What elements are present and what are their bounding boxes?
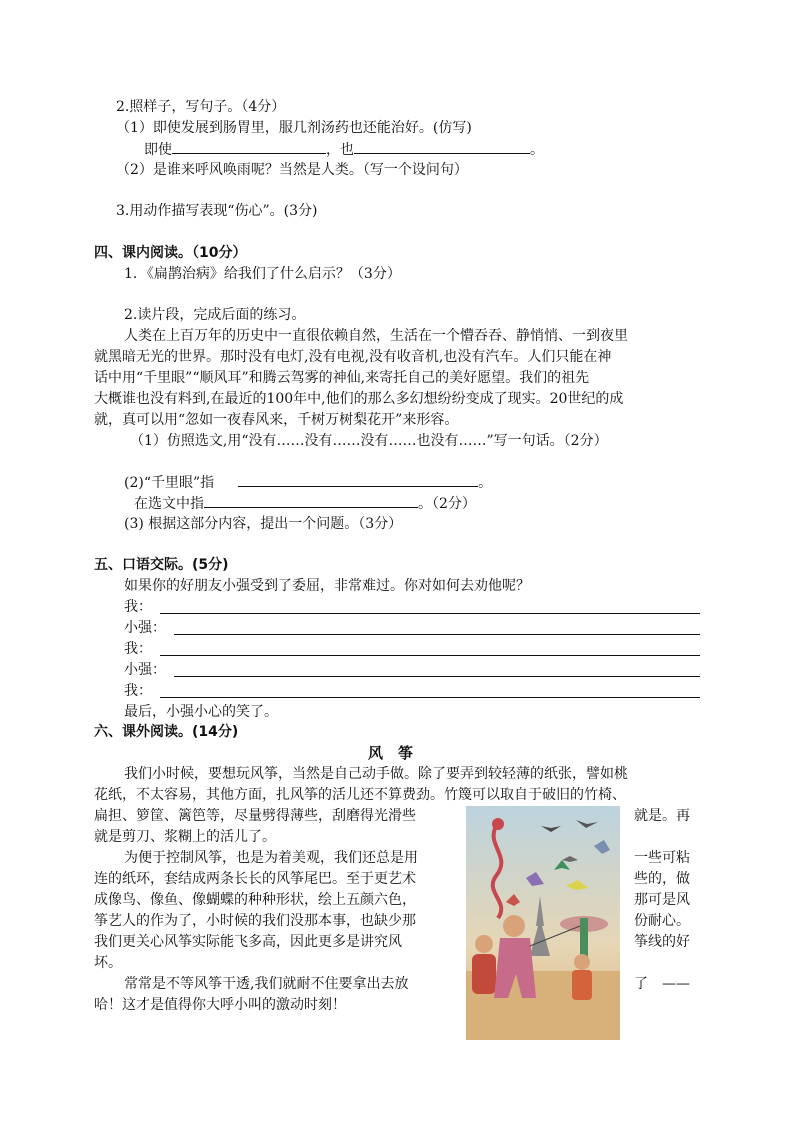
passage-line: 人类在上百万年的历史中一直很依赖自然，生活在一个懵吞吞、静悄悄、一到夜里 xyxy=(124,328,628,344)
dialog-speaker: 我： xyxy=(124,599,152,615)
dialog-speaker: 小强： xyxy=(124,620,166,636)
answer-line[interactable] xyxy=(160,655,700,656)
q2-item2: （2）是谁来呼风唤雨呢？当然是人类。（写一个设问句） xyxy=(116,162,468,178)
passage-line: 话中用“千里眼”“顺风耳”和腾云驾雾的神仙,来寄托自己的美好愿望。我们的祖先 xyxy=(94,370,590,386)
answer-line[interactable] xyxy=(160,697,700,698)
sub2a-end: 。 xyxy=(478,475,493,491)
article-line: 哈！这才是值得你大呼小叫的激动时刻！ xyxy=(94,997,346,1013)
q3-title: 3.用动作描写表现“伤心”。(3分) xyxy=(116,203,318,219)
section4-sub2b xyxy=(134,493,476,514)
article-line: 了 —— xyxy=(634,976,690,992)
section4-q2: 2.读片段，完成后面的练习。 xyxy=(124,307,306,323)
answer-blank[interactable] xyxy=(172,139,326,154)
section4-heading: 四、课内阅读。（10分） xyxy=(94,245,247,261)
answer-blank[interactable] xyxy=(238,472,478,487)
q2-item1-answer xyxy=(144,139,544,160)
kid-head xyxy=(574,954,590,970)
dragon-kite-head xyxy=(492,818,504,830)
boy-head xyxy=(503,915,525,937)
section4-sub2a xyxy=(124,472,492,493)
article-line: 连的纸环，套结成两条长长的风筝尾巴。至于更艺术 xyxy=(94,871,416,887)
answer-blank[interactable] xyxy=(204,493,418,508)
kite-illustration xyxy=(466,806,620,1040)
section6-heading: 六、课外阅读。(14分) xyxy=(94,724,239,740)
article-line: 扁担、箩筐、篱笆等，尽量劈得薄些，刮磨得光滑些 xyxy=(94,808,416,824)
dialog-speaker: 我： xyxy=(124,683,152,699)
kid-body xyxy=(572,970,592,1000)
sub2b-label: 在选文中指 xyxy=(134,496,204,512)
article-line: 筝艺人的作为了，小时候的我们没那本事，也缺少那 xyxy=(94,913,416,929)
article-line: 份耐心。 xyxy=(634,913,690,929)
article-line: 我们更关心风筝实际能飞多高，因此更多是讲究风 xyxy=(94,934,402,950)
article-line: 就是剪刀、浆糊上的活儿了。 xyxy=(94,829,276,845)
q2-item1-mid: ，也 xyxy=(326,142,354,158)
section4-sub1: （1）仿照选文,用“没有……没有……没有……也没有……”写一句话。（2分） xyxy=(130,433,608,449)
answer-line[interactable] xyxy=(174,634,700,635)
article-line: 为便于控制风筝，也是为着美观，我们还总是用 xyxy=(124,850,418,866)
q2-item1-prefix: 即使 xyxy=(144,142,172,158)
q2-item1: （1）即使发展到肠胃里，服几剂汤药也还能治好。(仿写) xyxy=(116,120,472,136)
article-title: 风 筝 xyxy=(368,744,414,762)
child-body xyxy=(472,954,496,994)
section5-prompt: 如果你的好朋友小强受到了委屈，非常难过。你对如何去劝他呢？ xyxy=(124,578,530,594)
sub2a-label: (2)“千里眼”指 xyxy=(124,475,215,491)
passage-line: 就黑暗无光的世界。那时没有电灯,没有电视,没有收音机,也没有汽车。人们只能在神 xyxy=(94,349,612,365)
answer-line[interactable] xyxy=(174,676,700,677)
article-line: 那可是风 xyxy=(634,892,690,908)
sub2b-end: 。（2分） xyxy=(418,496,476,512)
dragonfly-kite-body xyxy=(580,918,588,958)
answer-blank[interactable] xyxy=(354,139,530,154)
article-line: 一些可粘 xyxy=(634,850,690,866)
passage-line: 大概谁也没有料到,在最近的100年中,他们的那么多幻想纷纷变成了现实。20世纪的成 xyxy=(94,391,624,407)
answer-line[interactable] xyxy=(160,613,700,614)
article-line: 花纸，不太容易，其他方面，扎风筝的活儿还不算费劲。竹篾可以取自于破旧的竹椅、 xyxy=(94,787,626,803)
article-line: 成像鸟、像鱼、像蝴蝶的种种形状，绘上五颜六色， xyxy=(94,892,416,908)
passage-line: 就，真可以用“忽如一夜春风来，千树万树梨花开”来形容。 xyxy=(94,412,459,428)
article-line: 筝线的好 xyxy=(634,934,690,950)
article-line: 坏。 xyxy=(94,955,122,971)
section4-sub3: (3) 根据这部分内容，提出一个问题。（3分） xyxy=(124,516,403,532)
article-line: 就是。再 xyxy=(634,808,690,824)
section5-heading: 五、口语交际。(5分) xyxy=(94,557,229,573)
article-line: 常常是不等风筝干透,我们就耐不住要拿出去放 xyxy=(124,976,409,992)
article-line: 些的，做 xyxy=(634,871,690,887)
section5-ending: 最后，小强小心的笑了。 xyxy=(124,704,278,720)
dialog-speaker: 我： xyxy=(124,641,152,657)
q2-title: 2.照样子，写句子。（4分） xyxy=(116,99,286,115)
child-head xyxy=(475,935,493,953)
q2-item1-end: 。 xyxy=(530,142,544,158)
section4-q1: 1．《扁鹊治病》给我们了什么启示？（3分） xyxy=(124,266,401,282)
article-line: 我们小时候，要想玩风筝，当然是自己动手做。除了要弄到较轻薄的纸张，譬如桃 xyxy=(124,766,628,782)
dialog-speaker: 小强： xyxy=(124,662,166,678)
